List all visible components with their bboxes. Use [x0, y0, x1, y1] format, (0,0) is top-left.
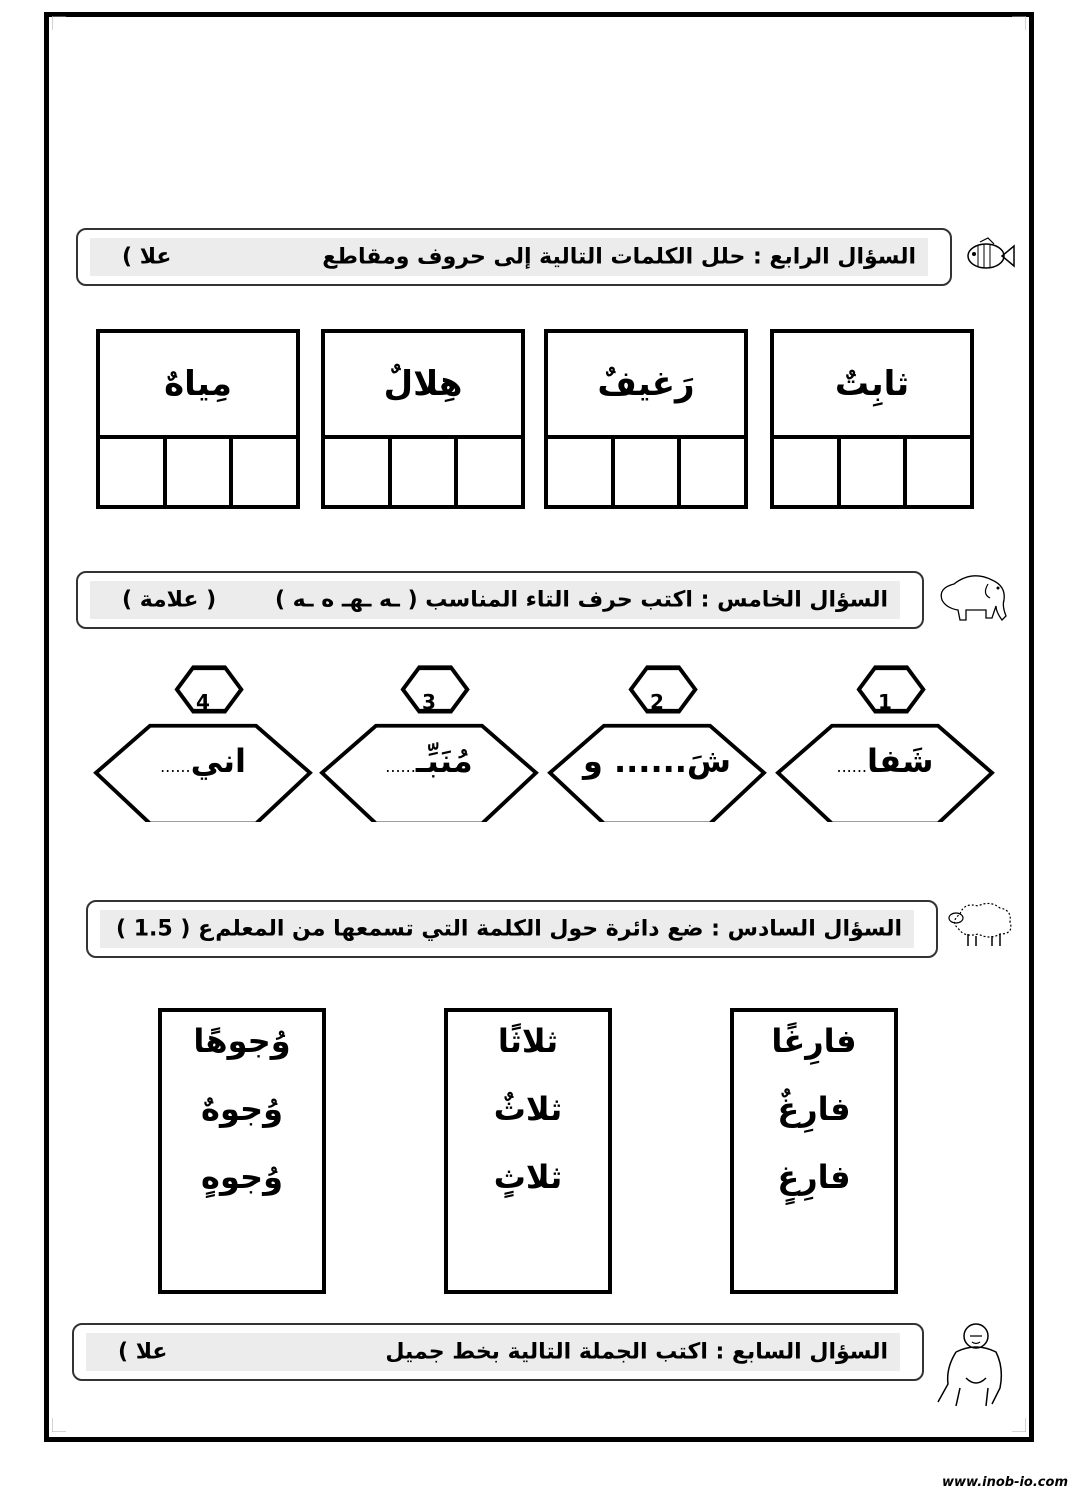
word-box-word: مِياهٌ — [100, 333, 296, 439]
hexagon-word-text: مُنَبِّـ — [415, 742, 473, 780]
question-5-banner — [76, 571, 924, 629]
answer-cell[interactable] — [677, 435, 744, 505]
answer-cell[interactable] — [837, 435, 904, 505]
hexagon-word — [92, 742, 314, 780]
word-box-3 — [321, 329, 525, 509]
answer-cell[interactable] — [388, 435, 455, 505]
choice-option[interactable]: فارِغٌ — [777, 1090, 851, 1128]
answer-cell[interactable] — [774, 435, 837, 505]
hexagon-2 — [546, 660, 768, 822]
hexagon-word — [774, 742, 996, 780]
hexagon-word-text: شَ...... و — [582, 742, 732, 780]
answer-cell[interactable] — [163, 435, 230, 505]
answer-cell[interactable] — [325, 435, 388, 505]
word-box-4 — [96, 329, 300, 509]
hexagon-4 — [92, 660, 314, 822]
question-6-mark: ع ( 1.5 ) — [116, 916, 214, 942]
choice-option[interactable]: ثلاثًا — [497, 1022, 559, 1060]
hexagon-dots: ...... — [385, 757, 416, 776]
hexagon-word — [546, 742, 768, 780]
sheep-icon — [944, 894, 1016, 950]
choice-option[interactable]: ثلاثٌ — [493, 1090, 563, 1128]
question-4-title: السؤال الرابع : حلل الكلمات التالية إلى حروف ومقاطع — [322, 244, 916, 270]
question-7-mark: ( علا — [118, 1339, 168, 1365]
hexagon-1 — [774, 660, 996, 822]
question-5-title: السؤال الخامس : اكتب حرف التاء المناسب ( ـه ـهـ ه ـه ) — [274, 587, 888, 613]
question-6-banner — [86, 900, 938, 958]
hexagon-dots: ...... — [160, 757, 191, 776]
crop-mark — [1012, 1418, 1026, 1432]
choice-option[interactable]: ثلاثٍ — [493, 1158, 563, 1196]
word-box-1 — [770, 329, 974, 509]
hexagon-number: 3 — [422, 690, 436, 714]
answer-cell[interactable] — [548, 435, 611, 505]
hexagon-shape — [546, 660, 768, 822]
question-5-mark: ( علامة ) — [122, 587, 217, 613]
question-4-mark: ( علا — [122, 244, 172, 270]
hexagon-word-text: شَفا — [867, 742, 934, 780]
choice-option[interactable]: فارِغٍ — [777, 1158, 851, 1196]
hexagon-dots: ...... — [836, 757, 867, 776]
hexagon-word-text: اني — [190, 742, 246, 780]
answer-cell[interactable] — [100, 435, 163, 505]
answer-cell[interactable] — [903, 435, 970, 505]
word-box-2 — [544, 329, 748, 509]
choice-option[interactable]: وُجوهٌ — [201, 1090, 283, 1128]
answer-cell[interactable] — [611, 435, 678, 505]
gorilla-icon — [926, 1318, 1012, 1410]
crop-mark — [52, 1418, 66, 1432]
hexagon-shape — [92, 660, 314, 822]
answer-cell[interactable] — [454, 435, 521, 505]
elephant-icon — [932, 566, 1014, 626]
word-box-word: ثابِتٌ — [774, 333, 970, 439]
fish-icon — [960, 236, 1016, 276]
question-7-banner — [72, 1323, 924, 1381]
answer-cell[interactable] — [229, 435, 296, 505]
footer-url[interactable]: www.inob-io.com — [942, 1475, 1068, 1490]
hexagon-shape — [774, 660, 996, 822]
hexagon-word — [318, 742, 540, 780]
question-4-banner — [76, 228, 952, 286]
hexagon-shape — [318, 660, 540, 822]
crop-mark — [1012, 16, 1026, 30]
crop-mark — [52, 16, 66, 30]
choice-box-1 — [730, 1008, 898, 1294]
choice-option[interactable]: وُجوهًا — [193, 1022, 291, 1060]
question-7-title: السؤال السابع : اكتب الجملة التالية بخط جميل — [385, 1339, 888, 1365]
choice-box-2 — [444, 1008, 612, 1294]
word-box-word: هِلالٌ — [325, 333, 521, 439]
hexagon-number: 4 — [196, 690, 210, 714]
hexagon-number: 2 — [650, 690, 664, 714]
hexagon-3 — [318, 660, 540, 822]
word-box-word: رَغيفٌ — [548, 333, 744, 439]
choice-box-3 — [158, 1008, 326, 1294]
choice-option[interactable]: فارِغًا — [771, 1022, 857, 1060]
question-6-title: السؤال السادس : ضع دائرة حول الكلمة التي تسمعها من المعلم — [215, 916, 902, 942]
choice-option[interactable]: وُجوهٍ — [201, 1158, 283, 1196]
hexagon-number: 1 — [878, 690, 892, 714]
